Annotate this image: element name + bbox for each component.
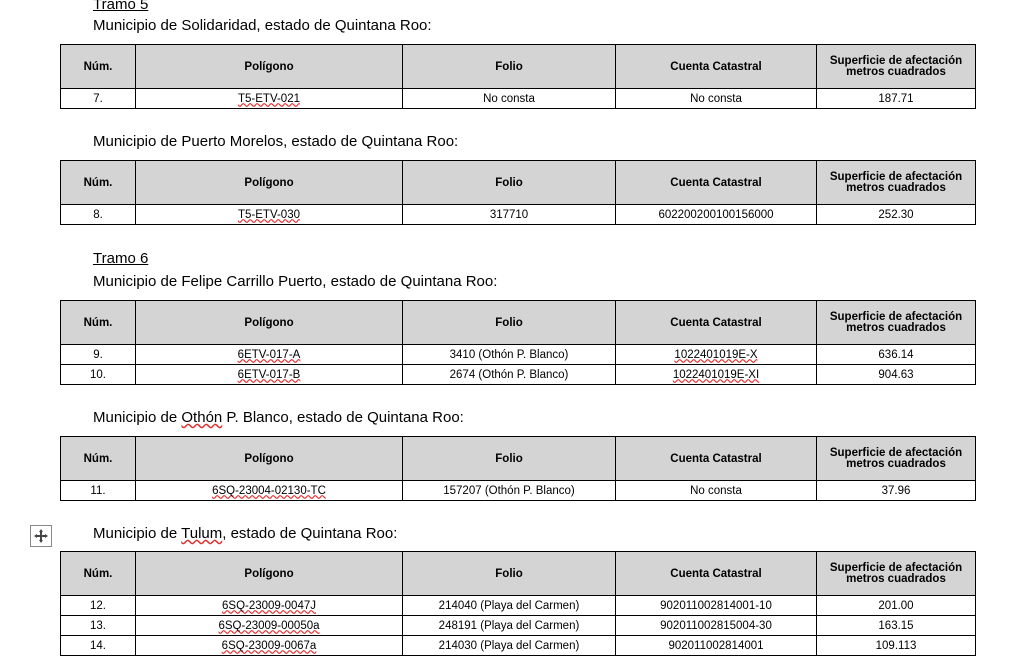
cell-poligono [136, 636, 403, 656]
title-text: P. Blanco, estado de Quintana Roo: [222, 409, 464, 426]
cell-folio [403, 345, 616, 365]
cell-cuenta-text: 1022401019E-X [674, 348, 758, 361]
cell-folio-text: 157207 (Othón P. Blanco) [443, 484, 575, 497]
parcel-table [60, 551, 976, 656]
tramo-5-heading: Tramo 5 [93, 0, 149, 13]
cell-folio [403, 365, 616, 385]
table-header-row [61, 552, 976, 596]
table-header-row [61, 437, 976, 481]
header-cell: Núm. [61, 161, 136, 205]
cell-poligono-text: 6SQ-23009-00050a [218, 619, 320, 632]
cell-folio: 214040 (Playa del Carmen) [403, 596, 616, 616]
cell-poligono [136, 205, 403, 225]
header-cell: Folio [403, 437, 616, 481]
header-cell: Polígono [136, 552, 403, 596]
table-row [61, 596, 976, 616]
cell-superficie: 904.63 [817, 365, 976, 385]
table-header-row [61, 45, 976, 89]
header-cell: Superficie de afectación metros cuadrados [817, 552, 976, 596]
cell-superficie: 636.14 [817, 345, 976, 365]
section-title [93, 17, 432, 34]
cell-folio: 214030 (Playa del Carmen) [403, 636, 616, 656]
cell-poligono [136, 596, 403, 616]
cell-num: 11. [61, 481, 136, 501]
table-header-row [61, 161, 976, 205]
cell-cuenta: 902011002814001 [616, 636, 817, 656]
header-cell: Superficie de afectación metros cuadrados [817, 45, 976, 89]
cell-folio [403, 481, 616, 501]
cell-cuenta: No consta [616, 481, 817, 501]
cell-poligono [136, 89, 403, 109]
header-cell: Cuenta Catastral [616, 437, 817, 481]
cell-poligono-text: 6SQ-23009-0047J [222, 599, 316, 612]
title-text-flagged: Tulum [181, 525, 223, 542]
cell-num: 14. [61, 636, 136, 656]
header-cell: Folio [403, 301, 616, 345]
section-title [93, 525, 397, 542]
move-handle-icon[interactable] [30, 525, 52, 547]
parcel-table [60, 300, 976, 385]
cell-poligono-text: 6SQ-23004-02130-TC [212, 484, 326, 497]
cell-poligono-text: T5-ETV-021 [238, 92, 300, 105]
cell-superficie: 109.113 [817, 636, 976, 656]
cell-superficie: 252.30 [817, 205, 976, 225]
cell-poligono [136, 345, 403, 365]
cell-poligono [136, 365, 403, 385]
cell-cuenta: 902011002815004-30 [616, 616, 817, 636]
parcel-table [60, 44, 976, 109]
cell-superficie: 37.96 [817, 481, 976, 501]
header-cell: Cuenta Catastral [616, 161, 817, 205]
title-text: Municipio de Felipe Carrillo Puerto, estado de Quintana Roo: [93, 273, 498, 290]
cell-num: 10. [61, 365, 136, 385]
title-text: Municipio de [93, 525, 182, 542]
title-text: Municipio de Puerto Morelos, estado de Quintana Roo: [93, 133, 459, 150]
table-row [61, 365, 976, 385]
header-cell: Polígono [136, 301, 403, 345]
header-cell: Polígono [136, 437, 403, 481]
cell-cuenta: No consta [616, 89, 817, 109]
cell-cuenta: 602200200100156000 [616, 205, 817, 225]
tramo-6-heading: Tramo 6 [93, 250, 149, 267]
cell-superficie: 163.15 [817, 616, 976, 636]
header-cell: Superficie de afectación metros cuadrados [817, 437, 976, 481]
section-title [93, 409, 464, 426]
table-row [61, 205, 976, 225]
header-cell: Cuenta Catastral [616, 45, 817, 89]
parcel-table [60, 160, 976, 225]
cell-poligono [136, 616, 403, 636]
cell-cuenta [616, 345, 817, 365]
cell-cuenta-text: 1022401019E-XI [672, 368, 760, 381]
cell-poligono-text: 6ETV-017-B [237, 368, 301, 381]
header-cell: Polígono [136, 161, 403, 205]
cell-superficie: 187.71 [817, 89, 976, 109]
section-title [93, 133, 458, 150]
cell-superficie: 201.00 [817, 596, 976, 616]
cell-num: 13. [61, 616, 136, 636]
cell-num: 7. [61, 89, 136, 109]
header-cell: Núm. [61, 301, 136, 345]
title-text: Municipio de [93, 409, 182, 426]
cell-num: 9. [61, 345, 136, 365]
cell-folio: No consta [403, 89, 616, 109]
cell-cuenta [616, 365, 817, 385]
cell-folio: 317710 [403, 205, 616, 225]
title-text-flagged: Othón [181, 409, 223, 426]
title-text: , estado de Quintana Roo: [222, 525, 398, 542]
cell-poligono [136, 481, 403, 501]
header-cell: Cuenta Catastral [616, 301, 817, 345]
header-cell: Núm. [61, 552, 136, 596]
header-cell: Polígono [136, 45, 403, 89]
cell-poligono-text: 6SQ-23009-0067a [221, 639, 317, 652]
parcel-table [60, 436, 976, 501]
title-text: Municipio de Solidaridad, estado de Quintana Roo: [93, 17, 432, 34]
table-row [61, 345, 976, 365]
cell-folio: 248191 (Playa del Carmen) [403, 616, 616, 636]
section-title [93, 273, 497, 290]
cell-num: 8. [61, 205, 136, 225]
cell-folio-text: 3410 (Othón P. Blanco) [449, 348, 569, 361]
cell-folio-text: 2674 (Othón P. Blanco) [449, 368, 569, 381]
table-header-row [61, 301, 976, 345]
cell-poligono-text: 6ETV-017-A [237, 348, 301, 361]
header-cell: Superficie de afectación metros cuadrados [817, 161, 976, 205]
table-row [61, 481, 976, 501]
cell-poligono-text: T5-ETV-030 [238, 208, 300, 221]
header-cell: Folio [403, 45, 616, 89]
table-row [61, 636, 976, 656]
header-cell: Folio [403, 161, 616, 205]
header-cell: Núm. [61, 437, 136, 481]
header-cell: Cuenta Catastral [616, 552, 817, 596]
header-cell: Superficie de afectación metros cuadrados [817, 301, 976, 345]
table-row [61, 616, 976, 636]
table-row [61, 89, 976, 109]
cell-cuenta: 902011002814001-10 [616, 596, 817, 616]
cell-num: 12. [61, 596, 136, 616]
header-cell: Núm. [61, 45, 136, 89]
header-cell: Folio [403, 552, 616, 596]
